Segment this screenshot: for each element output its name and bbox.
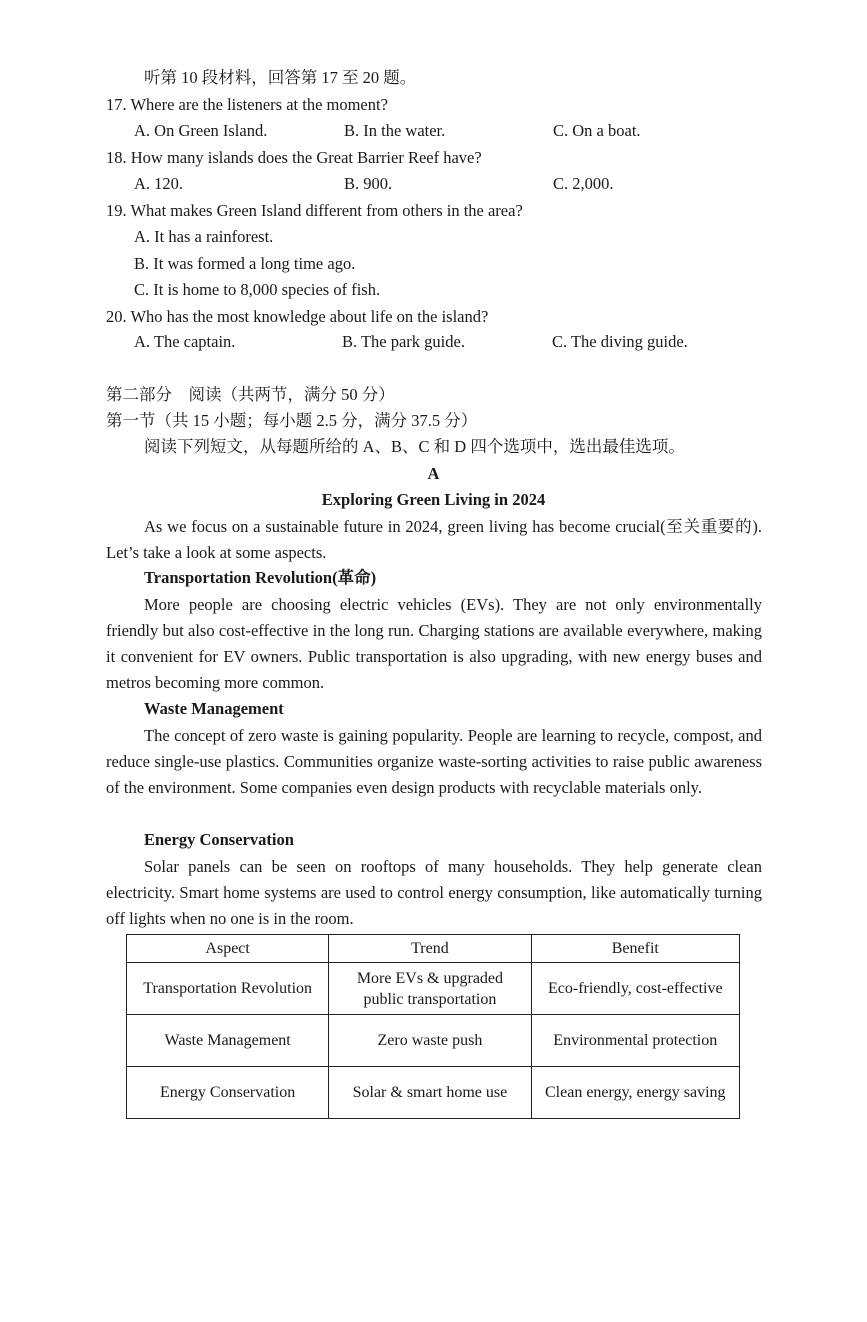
table-cell: Waste Management: [127, 1015, 329, 1067]
table-cell: Solar & smart home use: [329, 1067, 531, 1119]
table-header-cell: Benefit: [531, 935, 739, 963]
q17-option-a: A. On Green Island.: [134, 121, 268, 140]
table-cell: Transportation Revolution: [127, 963, 329, 1015]
question-19: 19. What makes Green Island different from others in the area?: [106, 201, 523, 220]
q18-option-b: B. 900.: [344, 174, 393, 193]
q20-option-a: A. The captain.: [134, 332, 236, 351]
q20-option-b: B. The park guide.: [342, 332, 465, 351]
waste-text: The concept of zero waste is gaining popularity. People are learning to recycle, compost, and reduce single-use plastics. Communities organize waste-sorting activities to raise public awareness of the environment. Some companies even design products with recyclable materials only.: [106, 726, 762, 797]
q17-option-c: C. On a boat.: [553, 121, 641, 140]
table-cell: Environmental protection: [531, 1015, 739, 1067]
table-row: [127, 1015, 740, 1067]
table-header-row: [127, 935, 740, 963]
q17-option-b: B. In the water.: [344, 121, 446, 140]
listening-instruction: 听第 10 段材料，回答第 17 至 20 题。: [144, 68, 417, 87]
q19-option-c: C. It is home to 8,000 species of fish.: [134, 280, 381, 299]
table-cell: Energy Conservation: [127, 1067, 329, 1119]
table-header-cell: Trend: [329, 935, 531, 963]
question-18: 18. How many islands does the Great Barrier Reef have?: [106, 148, 482, 167]
section-heading-energy: Energy Conservation: [144, 830, 294, 849]
question-20: 20. Who has the most knowledge about life on the island?: [106, 307, 489, 326]
table-cell: More EVs & upgraded public transportation: [329, 963, 531, 1015]
section-one-title: 第一节（共 15 小题；每小题 2.5 分，满分 37.5 分）: [106, 411, 478, 430]
table-cell: Eco-friendly, cost-effective: [531, 963, 739, 1015]
intro-paragraph: [106, 514, 762, 566]
reading-instruction: 阅读下列短文，从每题所给的 A、B、C 和 D 四个选项中，选出最佳选项。: [144, 437, 685, 456]
energy-paragraph: [106, 854, 762, 932]
q20-option-c: C. The diving guide.: [552, 332, 688, 351]
part-two-title: 第二部分 阅读（共两节，满分 50 分）: [106, 385, 395, 404]
q19-option-b: B. It was formed a long time ago.: [134, 254, 356, 273]
energy-text: Solar panels can be seen on rooftops of many households. They help generate clean electricity. Smart home systems are used to control energy consumption, like automatically turning off lights when no one is in the room.: [106, 857, 762, 928]
table-cell: Clean energy, energy saving: [531, 1067, 739, 1119]
passage-letter: A: [427, 464, 440, 483]
waste-paragraph: [106, 723, 762, 801]
q19-option-a: A. It has a rainforest.: [134, 227, 274, 246]
intro-text: As we focus on a sustainable future in 2024, green living has become crucial(至关重要的). Let’s take a look at some aspects.: [106, 517, 762, 562]
question-17: 17. Where are the listeners at the moment?: [106, 95, 388, 114]
transportation-text: More people are choosing electric vehicles (EVs). They are not only environmentally friendly but also cost-effective in the long run. Charging stations are available everywhere, making it convenient for EV owners. Public transportation is also upgrading, with new energy buses and metros becoming more common.: [106, 595, 762, 692]
table-row: [127, 1067, 740, 1119]
section-heading-transportation: Transportation Revolution(革命): [144, 568, 377, 587]
table-cell: Zero waste push: [329, 1015, 531, 1067]
passage-title: Exploring Green Living in 2024: [321, 490, 546, 509]
q18-option-c: C. 2,000.: [553, 174, 614, 193]
section-heading-waste: Waste Management: [144, 699, 284, 718]
transportation-paragraph: [106, 592, 762, 696]
table-row: [127, 963, 740, 1015]
table-header-cell: Aspect: [127, 935, 329, 963]
summary-table: [126, 934, 740, 1119]
q18-option-a: A. 120.: [134, 174, 184, 193]
